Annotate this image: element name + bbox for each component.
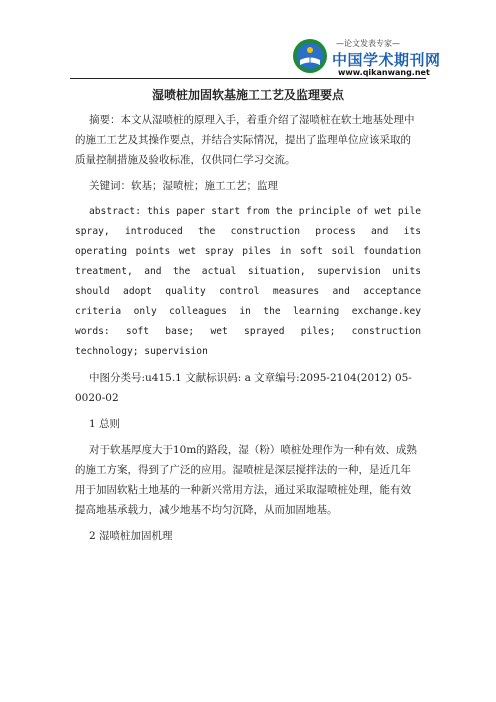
section-body-1: 对于软基厚度大于10m的路段，湿（粉）喷桩处理作为一种有效、成熟的施工方案，得到了广泛的应用。湿喷桩是深层搅拌法的一种，是近几年用于加固软粘土地基的一种新兴常用方法，通过采取湿喷桩处理，能有效提高地基承载力，减少地基不均匀沉降，从而加固地基。 xyxy=(75,444,417,516)
section-heading-2: 2 湿喷桩加固机理 xyxy=(89,530,173,542)
article-title: 湿喷桩加固软基施工工艺及监理要点 xyxy=(151,88,344,102)
section-heading-1: 1 总则 xyxy=(89,418,121,430)
article-body xyxy=(75,110,421,552)
classification-info: 中图分类号:u415.1 文献标识码: a 文章编号:2095-2104(2012) 05-0020-02 xyxy=(75,372,412,404)
abstract-cn: 摘要：本文从湿喷桩的原理入手，着重介绍了湿喷桩在软土地基处理中的施工工艺及其操作要点，并结合实际情况，提出了监理单位应该采取的质量控制措施及验收标准，仅供同仁学习交流。 xyxy=(75,114,415,166)
header-divider xyxy=(70,78,426,79)
logo-url[interactable]: www.qikanwang.net xyxy=(338,68,430,77)
abstract-en: abstract: this paper start from the principle of wet pile spray, introduced the construction process and its operating points wet spray piles in soft soil foundation treatment, and the actual situation, supervision units should adopt quality control measures and acceptance criteria only colleagues in the learning exchange.key words: soft base; wet sprayed piles; construction technology; supervision xyxy=(75,206,421,357)
logo-name: 中国学术期刊网 xyxy=(332,51,441,69)
globe-book-icon xyxy=(292,38,328,74)
logo-tagline: —论文发表专家— xyxy=(336,39,400,48)
keywords-cn: 关键词：软基；湿喷桩；施工工艺；监理 xyxy=(89,180,278,192)
